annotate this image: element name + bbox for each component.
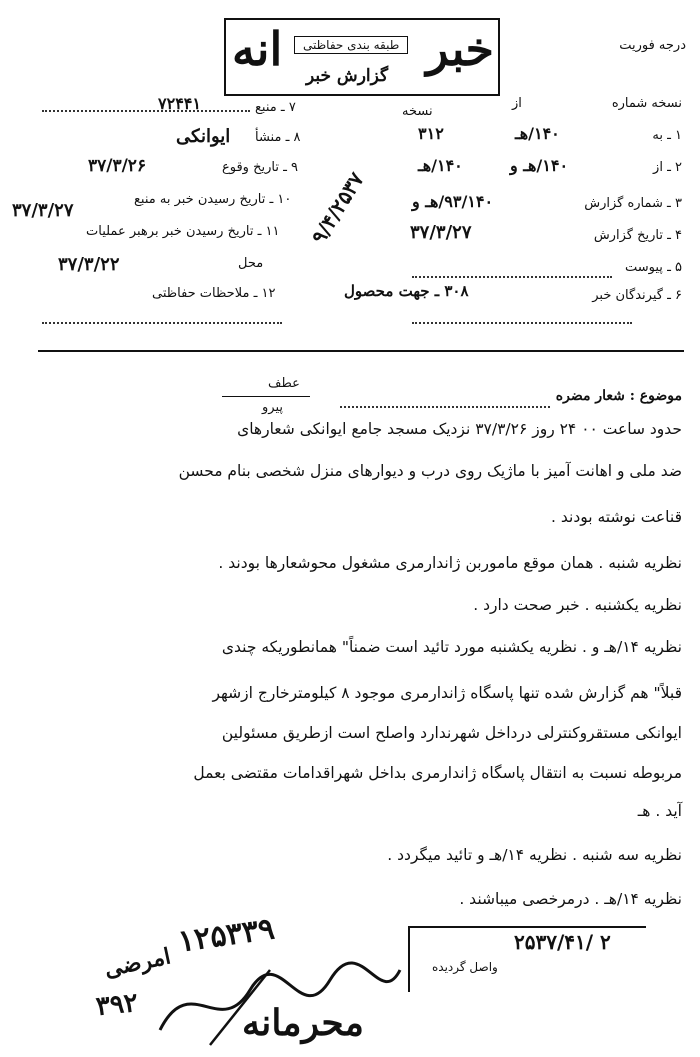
copy-from-label: از	[512, 96, 522, 111]
field-1-value: ۱۴۰/هـ	[515, 124, 560, 143]
field-3-value: ۹۳/۱۴۰/هـ و	[412, 192, 494, 211]
copy-number-label: نسخه شماره	[611, 96, 682, 111]
field-3-label: ۳ ـ شماره گزارش	[584, 196, 682, 211]
field-2-label: ۲ ـ از	[653, 160, 682, 175]
place-label: محل	[238, 256, 264, 271]
register-text: واصل گردیده	[432, 960, 498, 974]
field-2-value: ۱۴۰/هـ و	[510, 156, 569, 175]
field-7-blank	[42, 110, 250, 112]
field-4-label: ۴ ـ تاریخ گزارش	[593, 228, 682, 243]
signature-name: محرمانه	[242, 1002, 364, 1044]
body-line: نظریه ۱۴/هـ . درمرخصی میباشند .	[459, 890, 682, 908]
body-line: نظریه یکشنبه . خبر صحت دارد .	[473, 596, 682, 614]
report-title: گزارش خبر	[306, 66, 389, 86]
field-10-value: ۳۷/۳/۲۷	[12, 200, 74, 221]
field-6-blank	[412, 322, 632, 324]
field-1-value2: ۳۱۲	[418, 124, 444, 143]
field-12-blank	[42, 322, 282, 324]
classification-label: طبقه بندی حفاظتی	[294, 36, 408, 54]
field-8-value: ایوانکی	[176, 126, 231, 147]
subject-blank	[340, 406, 550, 408]
field-9-value: ۳۷/۳/۲۶	[88, 156, 147, 176]
field-7-value: ۷۲۴۴۱	[158, 94, 201, 113]
handwritten-number: ۱۲۵۳۳۹	[176, 911, 277, 960]
field-7-label: ۷ ـ منبع	[255, 100, 296, 115]
handwritten-word: امرضی	[102, 943, 174, 983]
body-line: آید . هـ	[637, 802, 682, 820]
reference-label: عطف	[268, 376, 300, 391]
body-line: نظریه سه شنبه . نظریه ۱۴/هـ و تائید میگردد .	[387, 846, 682, 864]
field-5-label: ۵ ـ پیوست	[625, 260, 682, 275]
field-2-value2: ۱۴۰/هـ	[418, 156, 463, 175]
copy-word-label: نسخه	[402, 104, 433, 119]
register-number: ۲۵۳۷/۴۱/ ۲	[514, 930, 611, 954]
field-6-value: ۳۰۸ ـ جهت محصول	[344, 282, 469, 300]
field-4-value: ۳۷/۳/۲۷	[410, 222, 472, 243]
field-6-label: ۶ ـ گیرندگان خبر	[592, 288, 682, 303]
watermark-area	[430, 990, 694, 1052]
urgency-label: درجه فوریت	[619, 38, 686, 53]
body-line: نظریه ۱۴/هـ و . نظریه یکشنبه مورد تائید است ضمناً" همانطوریکه چندی	[221, 638, 682, 656]
signature-scribble	[150, 950, 410, 1050]
stamp-left-fragment: انه	[232, 22, 283, 76]
subject-label: موضوع : شعار مضره	[555, 388, 682, 404]
header-divider	[38, 350, 684, 352]
field-12-label: ۱۲ ـ ملاحظات حفاظتی	[152, 286, 276, 301]
field-9-label: ۹ ـ تاریخ وقوع	[222, 160, 299, 175]
reference-divider	[222, 396, 310, 397]
field-8-label: ۸ ـ منشأ	[255, 130, 301, 145]
body-line: مربوطه نسبت به انتقال پاسگاه ژاندارمری بداخل شهراقدامات مقتضی بعمل	[193, 764, 682, 782]
field-10-label: ۱۰ ـ تاریخ رسیدن خبر به منبع	[134, 192, 292, 207]
stamp-right-fragment: خبر	[426, 22, 494, 76]
middle-date-stamp: ۹/۴/۲۵۳۷	[306, 168, 369, 248]
body-line: قبلاً" هم گزارش شده تنها پاسگاه ژاندارمری موجود ۸ کیلومترخارج ازشهر	[212, 684, 682, 702]
body-line: حدود ساعت ۰۰ ۲۴ روز ۳۷/۳/۲۶ نزدیک مسجد جامع ایوانکی شعارهای	[237, 420, 682, 438]
followup-label: پیرو	[262, 400, 283, 415]
body-line: ضد ملی و اهانت آمیز با ماژیک روی درب و دیوارهای منزل شخصی بنام محسن	[178, 462, 682, 480]
body-line: قناعت نوشته بودند .	[551, 508, 682, 526]
body-line: نظریه شنبه . همان موقع ماموربن ژاندارمری مشغول محوشعارها بودند .	[218, 554, 682, 572]
body-line: ایوانکی مستقروکنترلی درداخل شهرندارد واصلح است ازطریق مسئولین	[221, 724, 682, 742]
classification-stamp	[224, 18, 500, 96]
field-5-blank	[412, 276, 612, 278]
field-11-value: ۳۷/۳/۲۲	[58, 254, 120, 275]
register-stamp	[408, 926, 646, 992]
handwritten-code: ۳۹۲	[94, 987, 140, 1023]
field-11-label: ۱۱ ـ تاریخ رسیدن خبر برهبر عملیات	[86, 224, 280, 239]
field-1-label: ۱ ـ به	[652, 128, 682, 143]
